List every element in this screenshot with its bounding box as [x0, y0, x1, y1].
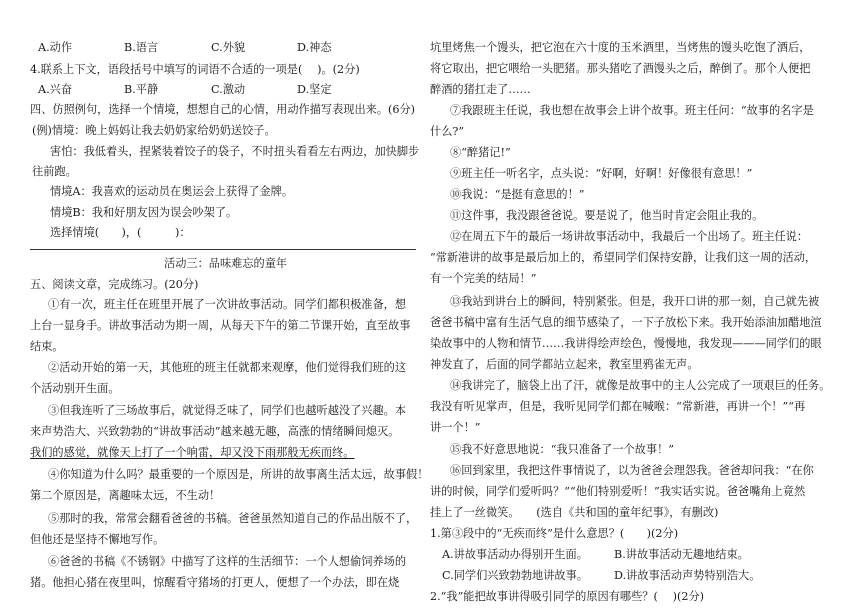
choose-situation: 选择情境( )，( )： — [50, 226, 191, 239]
paragraph-6-cont: 醉酒的猪扛走了…… — [430, 83, 531, 96]
question-1-option-a[interactable]: A.讲故事活动办得别开生面。 — [442, 548, 588, 561]
paragraph-12-line: “常新港讲的故事是最后加上的，希望同学们保持安静，让我们这一周的活动， — [430, 251, 817, 264]
q3-options — [38, 41, 332, 55]
paragraph-16-line: 讲的时候，同学们爱听吗？”“他们特别爱听！”我实话实说。爸爸嘴角上竟然 — [430, 485, 806, 498]
paragraph-15: ⑮我不好意思地说：“我只准备了一个故事！” — [450, 443, 675, 456]
q4-option-c[interactable]: C.激动 — [211, 83, 246, 96]
paragraph-6-cont: 坑里烤焦一个馒头，把它泡在六十度的玉米酒里，当烤焦的馒头吃饱了酒后， — [430, 41, 811, 54]
paragraph-2-line: ②活动开始的第一天，其他班的班主任就都来观摩，他们觉得我们班的这 — [48, 361, 407, 374]
paragraph-12-line: ⑫在周五下午的最后一场讲故事活动中，我最后一个出场了。班主任说： — [450, 230, 809, 243]
question-1-stem: 1.第③段中的“无疾而终”是什么意思？( )(2分) — [430, 527, 679, 540]
paragraph-14-line: 讲一个！” — [430, 421, 481, 434]
q4-options — [38, 83, 332, 97]
example-line-2: 害怕：我低着头，捏紧装着饺子的袋子，不时扭头看看左右两边，加快脚步 — [50, 145, 420, 158]
q3-option-a[interactable]: A.动作 — [38, 41, 73, 54]
paragraph-6-line: 猪。他担心猪在夜里叫，惊醒看守猪场的打更人，便想了一个办法，即在烧 — [30, 576, 400, 589]
paragraph-5-line: 但他还是坚持不懈地写作。 — [30, 533, 165, 546]
q3-option-b[interactable]: B.语言 — [124, 41, 159, 54]
section-5-title: 五、阅读文章，完成练习。(20分) — [30, 278, 199, 291]
q4-option-b[interactable]: B.平静 — [124, 83, 159, 96]
paragraph-13-line: 染故事中的人物和情节……我讲得绘声绘色，慢慢地，我发现———同学们的眼 — [430, 337, 822, 350]
paragraph-13-line: 爸爸书稿中富有生活气息的细节感染了，一下子放松下来。我开始添油加醋地渲 — [430, 316, 822, 329]
q3-option-c[interactable]: C.外貌 — [211, 41, 246, 54]
paragraph-13-line: 神发直了，后面的同学都站立起来，教室里鸦雀无声。 — [430, 358, 699, 371]
paragraph-13-line: ⑬我站到讲台上的瞬间，特别紧张。但是，我开口讲的那一刻，自己就先被 — [450, 295, 820, 308]
example-line-3: 往前跑。 — [32, 165, 77, 178]
paragraph-2-line: 个活动别开生面。 — [30, 382, 120, 395]
paragraph-4-line: ④你知道为什么吗？最重要的一个原因是，所讲的故事离生活太远，故事假！ — [48, 468, 429, 481]
situation-b: 情境B：我和好朋友因为误会吵架了。 — [50, 206, 238, 219]
paragraph-8: ⑧“醉猪记!” — [450, 146, 511, 159]
situation-a: 情境A：我喜欢的运动员在奥运会上获得了金牌。 — [50, 185, 294, 198]
paragraph-1-line: 上台一显身手。讲故事活动为期一周，从每天下午的第二节课开始，直至故事 — [30, 319, 411, 332]
paragraph-14-line: ⑭我讲完了，脑袋上出了汗，就像是故事中的主人公完成了一项艰巨的任务。 — [450, 379, 831, 392]
paragraph-10: ⑩我说：“是挺有意思的！” — [450, 188, 585, 201]
paragraph-16-line: 挂上了一丝微笑。 (选自《共和国的童年纪事》，有删改) — [430, 506, 719, 519]
paragraph-3-line: ③但我连听了三场故事后，就觉得乏味了，同学们也越听越没了兴趣。本 — [48, 404, 407, 417]
paragraph-11: ⑪这件事，我没跟爸爸说。要是说了，他当时肯定会阻止我的。 — [450, 209, 764, 222]
paragraph-14-line: 我没有听见掌声，但是，我听见同学们都在喊喉：“常新港，再讲一个！”“再 — [430, 400, 806, 413]
paragraph-4-line: 第二个原因是，离趣味太远，不生动！ — [30, 489, 221, 502]
paragraph-3-underlined: 我们的感觉，就像天上打了一个响雷，却又没下雨那般无疾而终。 — [30, 446, 355, 459]
paragraph-7-line: ⑦我跟班主任说，我也想在故事会上讲个故事。班主任问：“故事的名字是 — [450, 104, 814, 117]
paragraph-1-line: 结束。 — [30, 340, 64, 353]
paragraph-6-line: ⑥爸爸的书稿《不锈钢》中描写了这样的生活细节：一个人想偷饲养场的 — [48, 555, 407, 568]
answer-line[interactable] — [30, 249, 416, 250]
paragraph-12-line: 有一个完美的结局！” — [430, 272, 537, 285]
paragraph-3-line: 来声势浩大、兴致勃勃的“讲故事活动”越来越无趣，高涨的情绪瞬间熄灭。 — [30, 425, 400, 438]
paragraph-5-line: ⑤那时的我，常常会翻看爸爸的书稿。爸爸虽然知道自己的作品出版不了， — [48, 512, 418, 525]
q4-option-d[interactable]: D.坚定 — [297, 83, 332, 96]
paragraph-16-line: ⑯回到家里，我把这件事情说了，以为爸爸会理怨我。爸爸却问我：“在你 — [450, 464, 814, 477]
question-1-option-c[interactable]: C.同学们兴致勃勃地讲故事。 — [442, 569, 588, 582]
example-line-1: (例)情境：晚上妈妈让我去奶奶家给奶奶送饺子。 — [32, 124, 276, 137]
q3-option-d[interactable]: D.神态 — [297, 41, 332, 54]
question-1-option-b[interactable]: B.讲故事活动无趣地结束。 — [614, 548, 749, 561]
question-1-option-d[interactable]: D.讲故事活动声势特别浩大。 — [614, 569, 761, 582]
paragraph-9: ⑨班主任一听名字，点头说：“好啊，好啊！好像很有意思！” — [450, 167, 753, 180]
question-2-stem: 2.“我”能把故事讲得吸引同学的原因有哪些？( )(2分) — [430, 590, 704, 603]
activity-3-title: 活动三：品味难忘的童年 — [164, 257, 288, 270]
q4-option-a[interactable]: A.兴奋 — [38, 83, 73, 96]
q4-stem: 4.联系上下文，语段括号中填写的词语不合适的一项是( )。(2分) — [30, 63, 360, 76]
paragraph-7-line: 什么?” — [430, 125, 465, 138]
paragraph-6-cont: 将它取出，把它喂给一头肥猪。那头猪吃了酒馒头之后，醉倒了。那个人便把 — [430, 62, 811, 75]
paragraph-1-line: ①有一次，班主任在班里开展了一次讲故事活动。同学们都积极准备，想 — [48, 298, 407, 311]
section-4-title: 四、仿照例句，选择一个情境，想想自己的心情，用动作描写表现出来。(6分) — [30, 103, 416, 116]
